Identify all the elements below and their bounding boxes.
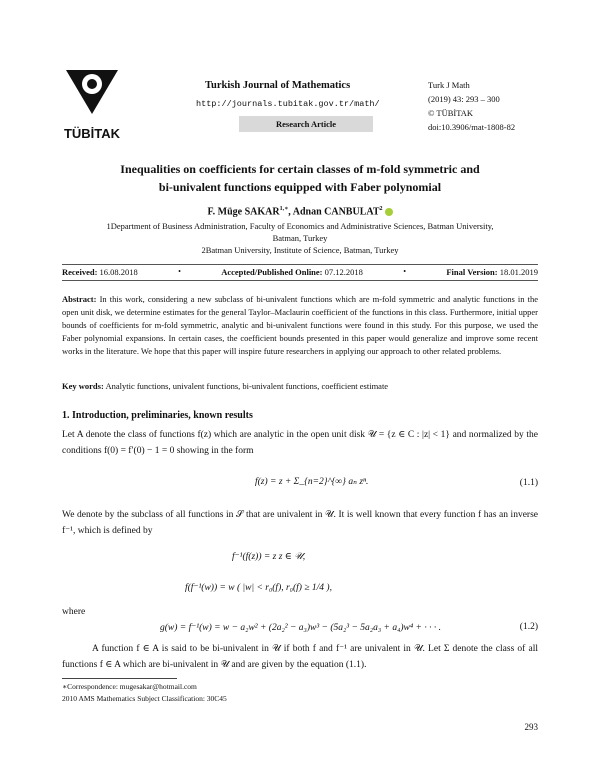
divider-bottom — [62, 280, 538, 281]
body-paragraph-2: We denote by the subclass of all functions in 𝒮 that are univalent in 𝒰. It is well known that every function f has an inverse f⁻¹, which is defined by — [62, 510, 538, 536]
body-paragraph-1: Let A denote the class of functions f(z) which are analytic in the open unit disk 𝒰 = {z ∈ C : |z| < 1} and normalized by the conditions f(0) = f′(0) − 1 = 0 showing in the form — [62, 430, 538, 456]
journal-title: Turkish Journal of Mathematics — [205, 80, 351, 91]
title-line: Inequalities on coefficients for certain classes of m-fold symmetric and — [120, 162, 480, 176]
journal-url[interactable]: http://journals.tubitak.gov.tr/math/ — [196, 99, 380, 109]
dates-row — [62, 267, 538, 277]
accepted — [221, 267, 363, 277]
equation-1-2: g(w) = f⁻¹(w) = w − a₂w² + (2a₂² − a₃)w³ − (5a₂³ − 5a₂a₃ + a₄)w⁴ + · · · . — [160, 623, 441, 633]
where-text: where — [62, 607, 86, 617]
abstract — [62, 293, 538, 358]
author-1: F. Müge SAKAR — [207, 206, 280, 218]
page-number: 293 — [524, 722, 538, 732]
meta-line: (2019) 43: 293 – 300 — [428, 94, 500, 104]
accepted-label: Accepted/Published Online: — [221, 267, 323, 277]
abstract-text: In this work, considering a new subclass of bi-univalent functions which are m-fold symmetric and analytic functions in the open unit disk, we determine estimates for the general Taylor–Maclaurin coefficient of the functions in this class. Furthermore, initial upper bounds of coefficients for m-fold symmetric, analytic and bi-univalent functions were found in this study. For this purpose, we used the Faber polynomial expansions. In certain cases, the coefficient bounds presented in this paper would generalize and improve some recent works in the literature. We hope that this paper will inspire future researchers in applying our approach to other related problems. — [62, 294, 539, 356]
bullet: • — [403, 267, 407, 276]
received-label: Received: — [62, 267, 98, 277]
affiliations — [70, 220, 530, 256]
final-date: 18.01.2019 — [499, 267, 538, 277]
affiliation-line: 1Department of Business Administration, Faculty of Economics and Administrative Sciences, Batman University, — [106, 221, 494, 231]
title-line: bi-univalent functions equipped with Faber polynomial — [158, 180, 442, 194]
equation-number: (1.2) — [519, 622, 538, 632]
footnote-rule — [62, 678, 177, 679]
equation-number: (1.1) — [519, 478, 538, 488]
tubitak-emblem-icon — [62, 66, 122, 146]
footnote-correspondence: ∗Correspondence: mugesakar@hotmail.com — [62, 682, 197, 691]
tubitak-logo — [62, 66, 122, 146]
journal-meta — [428, 78, 515, 134]
equation-inverse-a: f⁻¹(f(z)) = z z ∈ 𝒰, — [232, 552, 306, 562]
authors — [50, 205, 550, 217]
abstract-label: Abstract: — [62, 294, 97, 304]
accepted-date: 07.12.2018 — [324, 267, 363, 277]
received-date: 16.08.2018 — [99, 267, 138, 277]
keywords — [62, 380, 538, 393]
bullet: • — [178, 267, 181, 276]
logo-text: TÜBİTAK — [63, 126, 121, 141]
keywords-label: Key words: — [62, 381, 104, 391]
affiliation-line: Batman, Turkey — [272, 233, 328, 243]
received — [62, 267, 138, 277]
final — [446, 267, 538, 277]
paper-title — [50, 160, 550, 196]
orcid-icon[interactable] — [385, 208, 393, 216]
divider-top — [62, 264, 538, 265]
equation-inverse-b: f(f⁻¹(w)) = w ( |w| < r₀(f), r₀(f) ≥ 1/4 ), — [185, 583, 332, 593]
equation-1-1: f(z) = z + Σ_{n=2}^{∞} aₙ zⁿ. — [255, 477, 369, 487]
author-1-sup: 1,∗ — [279, 206, 289, 212]
affiliation-line: 2Batman University, Institute of Science, Batman, Turkey — [201, 245, 399, 255]
final-label: Final Version: — [446, 267, 498, 277]
keywords-text: Analytic functions, univalent functions, bi-univalent functions, coefficient estimate — [105, 381, 389, 391]
author-2: , Adnan CANBULAT — [288, 206, 380, 218]
author-2-sup: 2 — [379, 206, 383, 212]
doi-link[interactable]: doi:10.3906/mat-1808-82 — [428, 122, 516, 132]
section-heading: 1. Introduction, preliminaries, known results — [62, 410, 253, 421]
footnote-msc: 2010 AMS Mathematics Subject Classification: 30C45 — [62, 694, 227, 703]
article-type-badge: Research Article — [239, 116, 373, 132]
meta-line: © TÜBİTAK — [428, 108, 474, 118]
meta-line: Turk J Math — [428, 80, 470, 90]
body-paragraph-3: A function f ∈ A is said to be bi-univalent in 𝒰 if both f and f⁻¹ are univalent in 𝒰. Let Σ denote the class of all functions f ∈ A which are bi-univalent in 𝒰 and are given by the equation (1.1). — [62, 644, 538, 670]
